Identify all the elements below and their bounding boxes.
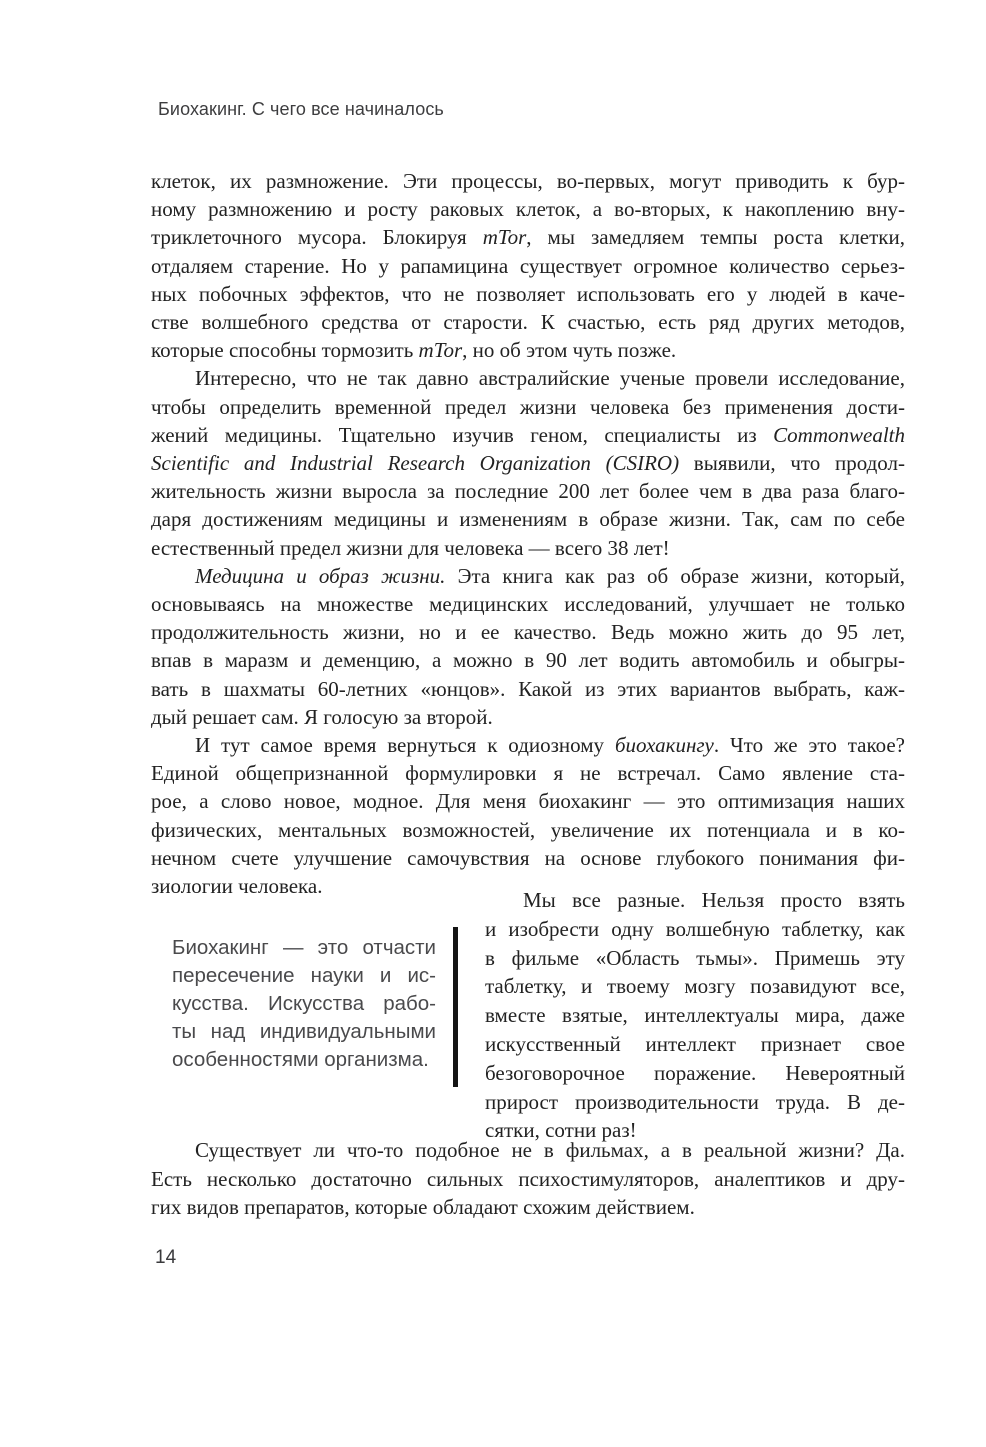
text-line: дый решает сам. Я голосую за второй. [151,704,493,729]
text-line: ному размножению и росту раковых клеток, а во-вторых, к накоплению вну- [151,197,905,222]
text-line: жительность жизни выросла за последние 200 лет более чем в два раза благо- [151,479,905,504]
text-line: триклеточного мусора. Блокируя mTor, мы замедляем темпы роста клетки, [151,225,905,250]
sidenote-column [485,886,905,1145]
text-line: нечном счете улучшение самочувствия на основе глубокого понимания фи- [151,845,905,870]
text-line: клеток, их размножение. Эти процессы, во-первых, могут приводить к бур- [151,169,905,193]
paragraph [151,731,905,900]
text-line: Существует ли что-то подобное не в фильмах, а в реальной жизни? Да. [195,1138,905,1162]
text-line: Медицина и образ жизни. Эта книга как раз об образе жизни, который, [195,563,905,588]
text-line: естественный предел жизни для человека — всего 38 лет! [151,535,670,560]
text-line: гих видов препаратов, которые обладают схожим действием. [151,1195,695,1219]
paragraph [151,562,905,731]
text-line: впав в маразм и деменцию, а можно в 90 лет водить автомобиль и обыгры- [151,648,905,673]
text-line: пересечение науки и ис- [172,964,436,987]
text-line: особенностями организма. [172,1048,429,1071]
text-line: вать в шахматы 60-летних «юнцов». Какой из этих вариантов выбрать, каж- [151,676,905,701]
text-line: Мы все разные. Нельзя просто взять [523,888,905,912]
closing-paragraph [151,1136,905,1222]
text-line: продолжительность жизни, но и ее качество. Ведь можно жить до 95 лет, [151,620,905,645]
text-line: Scientific and Industrial Research Organization (CSIRO) выявили, что продол- [151,451,906,476]
pullquote-section [151,886,905,1152]
text-line: таблетку, и твоему мозгу позавидуют все, [485,974,905,999]
main-text-block [151,167,905,900]
page-number: 14 [155,1247,177,1268]
text-line: Единой общепризнанной формулировки я не встречал. Само явление ста- [151,761,905,786]
text-line: основываясь на множестве медицинских исследований, улучшает не только [151,592,905,617]
text-line: Есть несколько достаточно сильных психостимуляторов, аналептиков и дру- [151,1166,905,1191]
text-line: безоговорочное поражение. Невероятный [485,1060,905,1085]
pullquote-divider-bar [453,927,458,1087]
text-line: Интересно, что не так давно австралийские ученые провели исследование, [195,366,905,391]
text-line: ты над индивидуальными [172,1020,436,1043]
text-line: в фильме «Область тьмы». Примешь эту [485,945,905,970]
text-line: искусственный интеллект признает свое [485,1031,905,1056]
text-line: И тут самое время вернуться к одиозному биохакингу. Что же это такое? [195,733,905,758]
text-line: Биохакинг — это отчасти [172,936,436,959]
text-line: вместе взятые, интеллектуалы мира, даже [485,1003,905,1028]
text-line: и изобрести одну волшебную таблетку, как [485,916,905,941]
text-line: отдаляем старение. Но у рапамицина существует огромное количество серьез- [151,253,905,278]
text-line: которые способны тормозить mTor, но об этом чуть позже. [151,338,677,363]
text-line: прирост производительности труда. В де- [485,1089,905,1114]
text-line: чтобы определить временной предел жизни человека без применения дости- [151,394,905,419]
text-line: кусства. Искусства рабо- [172,992,436,1015]
text-line: ных побочных эффектов, что не позволяет использовать его у людей в каче- [151,281,905,306]
running-head: Биохакинг. С чего все начиналось [158,99,444,119]
pull-quote [172,934,436,1074]
text-line: стве волшебного средства от старости. К счастью, есть ряд других методов, [151,310,905,335]
paragraph [151,167,905,364]
text-line: физических, ментальных возможностей, увеличение их потенциала и в ко- [151,817,905,842]
text-line: рое, а слово новое, модное. Для меня биохакинг — это оптимизация наших [151,789,905,814]
text-line: зиологии человека. [151,874,323,899]
text-line: даря достижениям медицины и изменениям в образе жизни. Так, сам по себе [151,507,905,532]
text-line: сятки, сотни раз! [485,1118,637,1143]
text-line: жений медицины. Тщательно изучив геном, специалисты из Commonwealth [151,422,905,447]
paragraph [151,364,905,561]
